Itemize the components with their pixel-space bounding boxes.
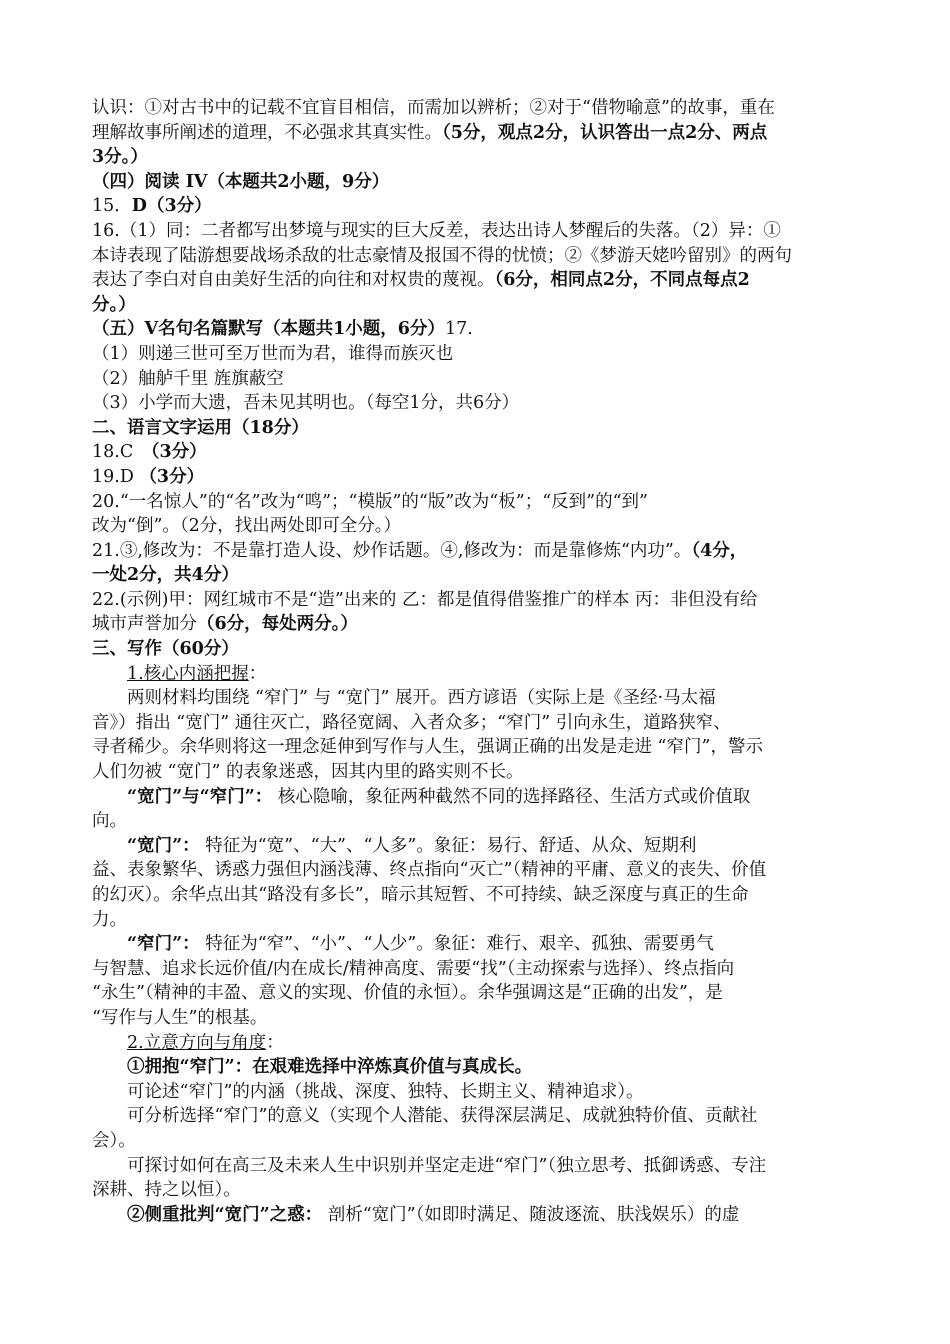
text-segment: （6分，每处两分。） (197, 614, 358, 635)
text-segment: 深耕、持之以恒）。 (92, 1180, 241, 1201)
text-line (92, 490, 862, 515)
text-line (92, 883, 862, 908)
text-line (92, 514, 862, 539)
text-line (92, 391, 862, 416)
text-segment: 表达了李白对自由美好生活的向往和对权贵的蔑视。 (92, 270, 495, 291)
text-segment: 与智慧、追求长远价值/内在成长/精神高度、需要“找”（主动探索与选择）、终点指向 (92, 958, 735, 979)
text-line (92, 96, 862, 121)
answer-key-page (92, 96, 862, 1227)
text-line (92, 416, 862, 441)
text-segment: 可分析选择“窄门”的意义（实现个人潜能、获得深层满足、成就独特价值、贡献社 (127, 1106, 758, 1127)
text-line (92, 194, 862, 219)
text-line (92, 686, 862, 711)
text-line (92, 1055, 862, 1080)
text-line (92, 908, 862, 933)
text-segment: 会）。 (92, 1130, 136, 1151)
text-line (92, 932, 862, 957)
text-segment: （1）则递三世可至万世而为君，谁得而族灭也 (92, 343, 454, 364)
text-segment: 20.“一名惊人”的“名”改为“鸣”；“模版”的“版”改为“板”；“反到”的“到” (92, 491, 648, 512)
text-line (92, 121, 862, 146)
text-segment: 的幻灭）。余华点出其“路没有多长”，暗示其短暂、不可持续、缺乏深度与真正的生命 (92, 885, 749, 905)
text-line (92, 981, 862, 1006)
text-segment: 认识：①对古书中的记载不宜盲目相信，而需加以辨析；②对于“借物喻意”的故事，重在 (92, 98, 775, 118)
text-segment: 18.C (92, 442, 151, 463)
text-segment: 改为“倒”。（2分，找出两处即可全分。） (92, 516, 402, 537)
text-segment: （6分，相同点2分，不同点每点2 (494, 270, 750, 291)
text-line (92, 735, 862, 760)
text-line (92, 809, 862, 834)
text-segment: （3分） (150, 442, 207, 463)
text-line (92, 145, 862, 170)
text-line (92, 785, 862, 810)
text-segment: 15． (92, 196, 132, 217)
text-segment: 本诗表现了陆游想要战场杀敌的壮志豪情及报国不得的忧愤；②《梦游天姥吟留别》的两句 (92, 245, 792, 266)
text-segment: 22.(示例)甲：网红城市不是“造”出来的 乙：都是值得借鉴推广的样本 丙：非但没有给 (92, 589, 758, 610)
text-line (92, 1080, 862, 1105)
text-segment: 可论述“窄门”的内涵（挑战、深度、独特、长期主义、精神追求）。 (127, 1081, 644, 1102)
text-segment: 二、语言文字运用（18分） (92, 417, 309, 438)
text-segment: 分。） (92, 294, 136, 315)
text-line (92, 317, 862, 342)
text-segment: 音》）指出 “宽门” 通往灭亡，路径宽阔、入者众多；“窄门” 引向永生，道路狭窄、 (92, 712, 731, 733)
text-line (92, 612, 862, 637)
text-segment: 一处2分，共4分） (92, 565, 239, 586)
text-segment: （2）舳舻千里 旌旗蔽空 (92, 368, 284, 389)
text-segment: “窄门”： (127, 934, 200, 955)
text-segment: 2.立意方向与角度 (127, 1032, 267, 1053)
text-segment: 力。 (92, 909, 127, 930)
text-line (92, 440, 862, 465)
text-line (92, 858, 862, 883)
text-line (92, 1154, 862, 1179)
text-segment: “写作与人生”的根基。 (92, 1007, 268, 1028)
text-segment: ： (248, 663, 267, 684)
text-line (92, 244, 862, 269)
text-segment: （4分， (691, 540, 748, 561)
text-line (92, 1006, 862, 1031)
text-segment: “宽门”： (127, 835, 200, 856)
text-segment: 两则材料均围绕 “窄门” 与 “宽门” 展开。西方谚语（实际上是《圣经·马太福 (127, 688, 716, 709)
text-segment: ： (266, 1032, 284, 1053)
text-line (92, 170, 862, 195)
text-segment: 益、表象繁华、诱惑力强但内涵浅薄、终点指向“灭亡”（精神的平庸、意义的丧失、价值 (92, 860, 767, 881)
text-line (92, 760, 862, 785)
text-segment: 理解故事所阐述的道理，不必强求其真实性。 (92, 122, 442, 143)
text-segment: D（3分） (131, 196, 212, 217)
text-segment: 3分。） (92, 147, 148, 168)
text-line (92, 662, 862, 687)
text-line (92, 367, 862, 392)
text-line (92, 1129, 862, 1154)
text-segment: 21.③,修改为：不是靠打造人设、炒作话题。④,修改为：而是靠修炼“内功”。 (92, 540, 692, 561)
text-segment: 可探讨如何在高三及未来人生中识别并坚定走进“窄门”（独立思考、抵御诱惑、专注 (127, 1155, 767, 1176)
text-segment: （四）阅读 IV（本题共2小题，9分） (92, 171, 390, 192)
text-line (92, 268, 862, 293)
text-line (92, 588, 862, 613)
text-segment: 1.核心内涵把握 (127, 663, 249, 684)
text-segment: 特征为“宽”、“大”、“人多”。象征：易行、舒适、从众、短期利 (199, 835, 697, 856)
text-segment: ②侧重批判“宽门”之惑： (127, 1204, 323, 1225)
text-line (92, 834, 862, 859)
text-segment: （3）小学而大遗，吾未见其明也。（每空1分，共6分） (92, 393, 520, 414)
text-line (92, 1178, 862, 1203)
text-line (92, 1031, 862, 1056)
text-segment: 特征为“窄”、“小”、“人少”。象征：难行、艰辛、孤独、需要勇气 (199, 934, 714, 955)
text-line (92, 219, 862, 244)
text-segment: “永生”（精神的丰盈、意义的实现、价值的永恒）。余华强调这是“正确的出发”，是 (92, 983, 723, 1004)
text-line (92, 293, 862, 318)
text-segment: （5分，观点2分，认识答出一点2分、两点 (442, 122, 768, 143)
text-segment: 19.D (92, 466, 140, 487)
text-segment: 寻者稀少。余华则将这一理念延伸到写作与人生，强调正确的出发是走进 “窄门”，警示 (92, 737, 763, 758)
text-segment: 17. (444, 319, 473, 340)
text-line (92, 563, 862, 588)
text-segment: 核心隐喻，象征两种截然不同的选择路径、生活方式或价值取 (272, 786, 751, 807)
text-line (92, 1203, 862, 1228)
text-segment: 三、写作（60分） (92, 639, 239, 660)
text-line (92, 637, 862, 662)
text-segment: 16.（1）同：二者都写出梦境与现实的巨大反差，表达出诗人梦醒后的失落。（2）异：① (92, 220, 781, 241)
text-segment: （五）V名句名篇默写（本题共1小题，6分） (92, 319, 445, 340)
text-line (92, 539, 862, 564)
text-segment: 向。 (92, 811, 127, 832)
text-line (92, 711, 862, 736)
text-segment: ①拥抱“窄门”：在艰难选择中淬炼真价值与真成长。 (127, 1057, 533, 1078)
text-segment: 剖析“宽门”（如即时满足、随波逐流、肤浅娱乐）的虚 (322, 1204, 740, 1225)
text-line (92, 957, 862, 982)
text-segment: （3分） (139, 466, 205, 487)
text-line (92, 1104, 862, 1129)
text-segment: 人们勿被 “宽门” 的表象迷惑，因其内里的路实则不长。 (92, 762, 524, 783)
text-segment: “宽门”与“窄门”： (127, 786, 273, 807)
text-line (92, 342, 862, 367)
text-segment: 城市声誉加分 (92, 614, 197, 635)
text-line (92, 465, 862, 490)
